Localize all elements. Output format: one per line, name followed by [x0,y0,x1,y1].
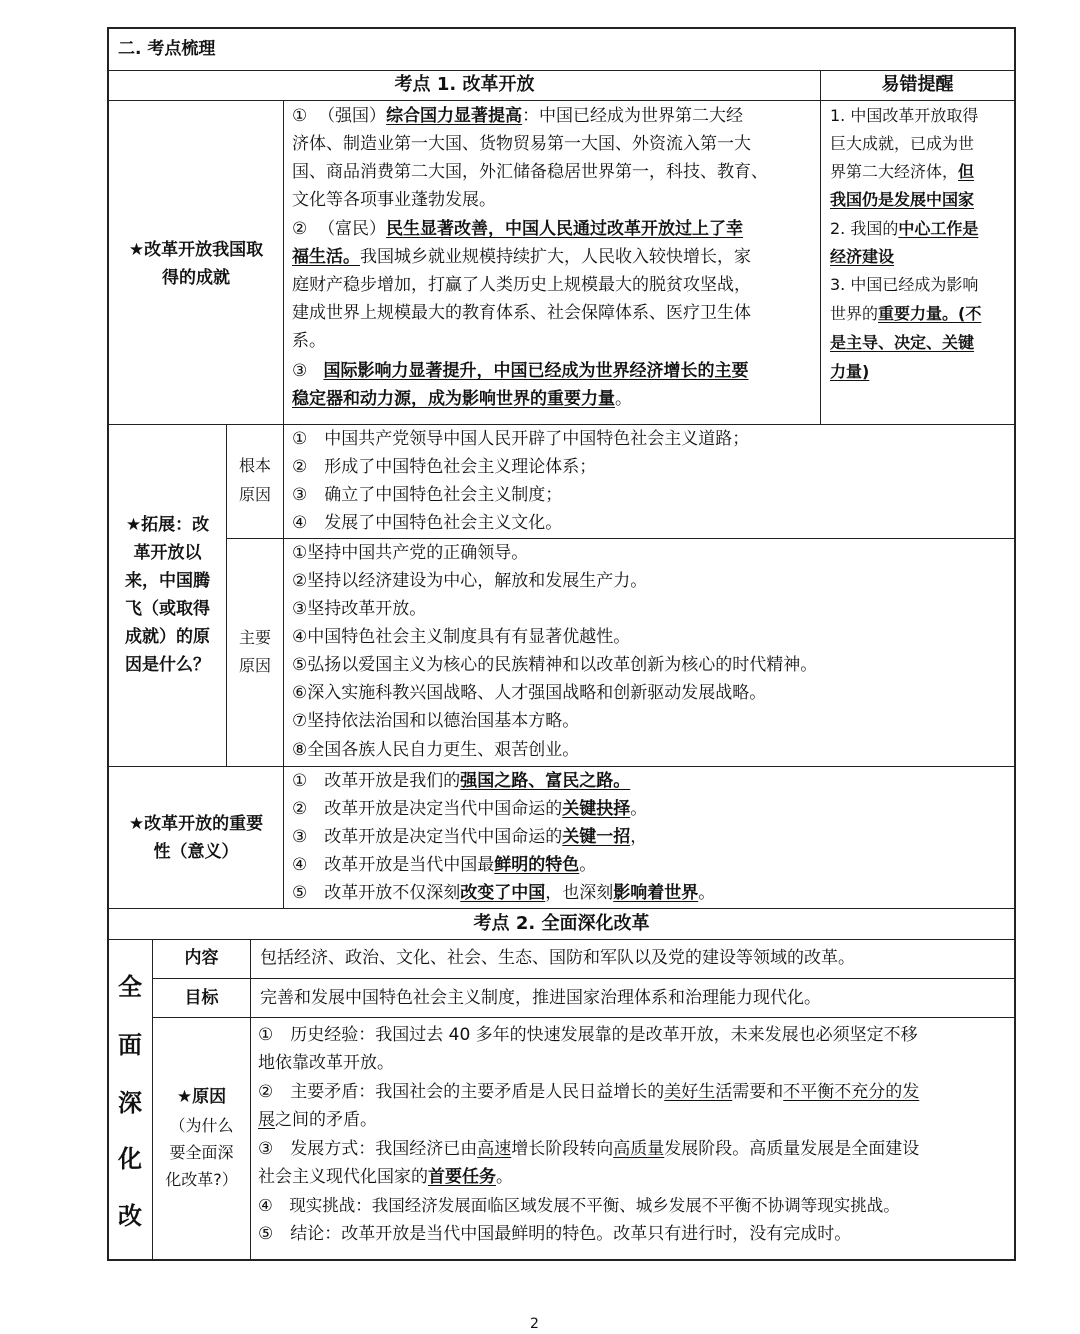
root-cause-item: ② 形成了中国特色社会主义理论体系； [292,457,597,477]
tip-text: 世界的 [830,304,879,323]
key-phrase: 高速 [477,1139,512,1159]
achievement-line: 建成世界上规模最大的教育体系、社会保障体系、医疗卫生体 [292,303,751,323]
tip-emphasis: 重要力量 [878,304,943,323]
table-border [152,1017,1016,1018]
table-border [283,100,284,909]
item-number: ③ [292,361,308,381]
item-text: 发展阶段。高质量发展是全面建设 [664,1139,920,1159]
importance-item [292,767,630,795]
reason-item [258,1078,919,1106]
main-cause-item: ⑤弘扬以爱国主义为核心的民族精神和以改革创新为核心的时代精神。 [292,655,818,675]
item-text: 之间的矛盾。 [275,1110,377,1130]
key-phrase: 展 [258,1110,275,1130]
root-cause-label: 根本 [238,456,271,475]
item-text: ③ 发展方式：我国经济已由 [258,1139,478,1159]
item-text: ， [630,827,648,847]
item-text: 增长阶段转向 [511,1139,614,1159]
achievement-line: 庭财产稳步增加，打赢了人类历史上规模最大的脱贫攻坚战， [292,275,751,295]
item-tag: （富民） [318,219,387,239]
main-cause-item: ⑧全国各族人民自力更生、艰苦创业。 [292,740,580,760]
key-phrase: 美好生活 [664,1082,733,1102]
tip-emphasis: 我国仍是发展中国家 [830,190,975,209]
reason-sub: （为什么 [169,1116,234,1135]
importance-item [292,795,647,823]
page-number: 2 [530,1316,539,1332]
achievements-label: ★改革开放我国取 [128,240,264,260]
tip-note: 。(不 [942,304,982,323]
kp2-title: 考点 2. 全面深化改革 [473,913,650,934]
achievement-line [292,243,751,271]
reason-item: 地依靠改革开放。 [258,1053,394,1073]
key-phrase: 改变了中国 [460,883,546,903]
importance-label: ★改革开放的重要 [128,814,264,834]
key-phrase: 稳定器和动力源，成为影响世界的重要力量 [292,389,615,409]
item-text: 。 [496,1167,513,1187]
item-text: 。 [615,389,632,409]
item-text: 。 [630,799,648,819]
main-cause-label: 主要 [238,628,271,647]
tip-note: 力量) [830,362,870,381]
section-title: 二. 考点梳理 [118,39,216,59]
item-text: ③ 改革开放是决定当代中国命运的 [292,827,563,847]
table-border [152,978,1016,979]
item-text: 社会主义现代化国家的 [258,1167,428,1187]
key-phrase: 影响着世界 [613,883,699,903]
achievement-line: 国、商品消费第二大国，外汇储备稳居世界第一，科技、教育、 [292,162,768,182]
kp1-title: 考点 1. 改革开放 [394,74,535,95]
root-cause-item: ④ 发展了中国特色社会主义文化。 [292,513,563,533]
achievement-line: 系。 [292,331,326,351]
key-phrase: 关键抉择 [562,799,631,819]
achievements-label: 得的成就 [162,268,230,288]
item-text: ② 主要矛盾：我国社会的主要矛盾是人民日益增长的 [258,1082,665,1102]
item-text: ：中国已经成为世界第二大经 [522,106,744,126]
tip-emphasis: 中心工作是 [898,219,979,238]
key-phrase: 强国之路、富民之路。 [460,771,631,791]
tip-line [830,215,978,243]
table-border [107,1259,1016,1261]
root-cause-item: ① 中国共产党领导中国人民开辟了中国特色社会主义道路； [292,429,750,449]
reason-item: ⑤ 结论：改革开放是当代中国最鲜明的特色。改革只有进行时，没有完成时。 [258,1224,852,1244]
content-text: 包括经济、政治、文化、社会、生态、国防和军队以及党的建设等领域的改革。 [260,948,855,968]
goal-text: 完善和发展中国特色社会主义制度，推进国家治理体系和治理能力现代化。 [260,988,821,1008]
tip-text: 界第二大经济体， [830,162,959,181]
item-text: ，也深刻 [545,883,614,903]
achievement-line: 济体、制造业第一大国、货物贸易第一大国、外资流入第一大 [292,134,751,154]
key-phrase: 福生活。 [292,247,360,267]
item-text: 需要和 [732,1082,784,1102]
root-cause-label: 原因 [238,485,271,504]
reason-label: ★原因 [176,1087,227,1107]
table-border [107,27,1016,29]
achievement-line [292,385,632,413]
reason-sub: 要全面深 [169,1143,234,1162]
table-border [820,70,821,425]
item-text: ⑤ 改革开放不仅深刻 [292,883,461,903]
main-cause-item: ②坚持以经济建设为中心，解放和发展生产力。 [292,571,648,591]
kp2-side-char: 全 [118,973,142,1001]
reason-item: ④ 现实挑战：我国经济发展面临区域发展不平衡、城乡发展不平衡不协调等现实挑战。 [258,1196,900,1215]
tip-line: 巨大成就，已成为世 [830,134,975,153]
table-border [107,908,1016,909]
reason-item [258,1106,377,1134]
tip-line [830,300,981,328]
key-phrase: 民生显著改善，中国人民通过改革开放过上了幸 [386,219,744,239]
main-cause-label: 原因 [238,656,271,675]
achievement-item [292,102,743,130]
achievement-item [292,357,748,385]
reasons-label: ★拓展：改 [125,515,210,535]
item-number: ① [292,106,308,126]
content-label: 内容 [184,948,219,968]
reasons-label: 来，中国腾 [125,571,210,591]
main-cause-item: ①坚持中国共产党的正确领导。 [292,543,529,563]
reasons-label: 飞（或取得 [125,599,210,619]
item-text: ② 改革开放是决定当代中国命运的 [292,799,563,819]
achievement-line: 文化等各项事业蓬勃发展。 [292,190,496,210]
importance-item [292,851,596,879]
item-text: 。 [698,883,716,903]
item-text: 我国城乡就业规模持续扩大，人民收入较快增长，家 [360,247,751,267]
key-phrase: 高质量 [613,1139,665,1159]
importance-label: 性（意义） [153,842,239,862]
achievement-item [292,215,743,243]
item-text: ① 改革开放是我们的 [292,771,461,791]
key-phrase: 鲜明的特色 [494,855,580,875]
kp2-side-char: 面 [118,1031,142,1059]
root-cause-item: ③ 确立了中国特色社会主义制度； [292,485,563,505]
tip-emphasis: 但 [958,162,975,181]
item-text: ④ 改革开放是当代中国最 [292,855,495,875]
item-number: ② [292,219,308,239]
goal-label: 目标 [184,988,219,1008]
table-border [1014,27,1016,1261]
key-phrase: 综合国力显著提高 [386,106,523,126]
main-cause-item: ③坚持改革开放。 [292,599,427,619]
table-border [250,939,251,1260]
item-tag: （强国） [318,106,387,126]
main-cause-item: ⑥深入实施科教兴国战略、人才强国战略和创新驱动发展战略。 [292,683,767,703]
main-cause-item: ⑦坚持依法治国和以德治国基本方略。 [292,711,580,731]
key-phrase: 关键一招 [562,827,631,847]
reason-item [258,1135,919,1163]
tip-note: 是主导、决定、关键 [830,333,975,352]
main-cause-item: ④中国特色社会主义制度具有有显著优越性。 [292,627,631,647]
tip-emphasis: 经济建设 [830,247,895,266]
key-phrase: 不平衡不充分的发 [783,1082,920,1102]
kp2-side-char: 改 [118,1202,142,1230]
tip-text: 2. 我国的 [830,219,899,238]
reason-item [258,1163,513,1191]
tip-header: 易错提醒 [881,74,954,95]
table-border [107,100,1016,101]
item-text: 。 [579,855,597,875]
kp2-side-char: 深 [118,1089,142,1117]
reason-sub: 化改革?） [165,1170,238,1189]
key-phrase: 首要任务 [428,1167,496,1187]
table-border [107,939,1016,940]
reasons-label: 因是什么？ [125,655,210,675]
tip-line: 3. 中国已经成为影响 [830,275,979,294]
key-phrase: 国际影响力显著提升，中国已经成为世界经济增长的主要 [323,361,749,381]
kp2-side-char: 化 [118,1145,142,1173]
reasons-label: 革开放以 [133,543,202,563]
importance-item [292,823,647,851]
tip-line: 1. 中国改革开放取得 [830,106,979,125]
importance-item [292,879,715,907]
reason-item: ① 历史经验：我国过去 40 多年的快速发展靠的是改革开放，未来发展也必须坚定不移 [258,1025,918,1045]
reasons-label: 成就）的原 [125,627,210,647]
tip-line [830,158,974,186]
